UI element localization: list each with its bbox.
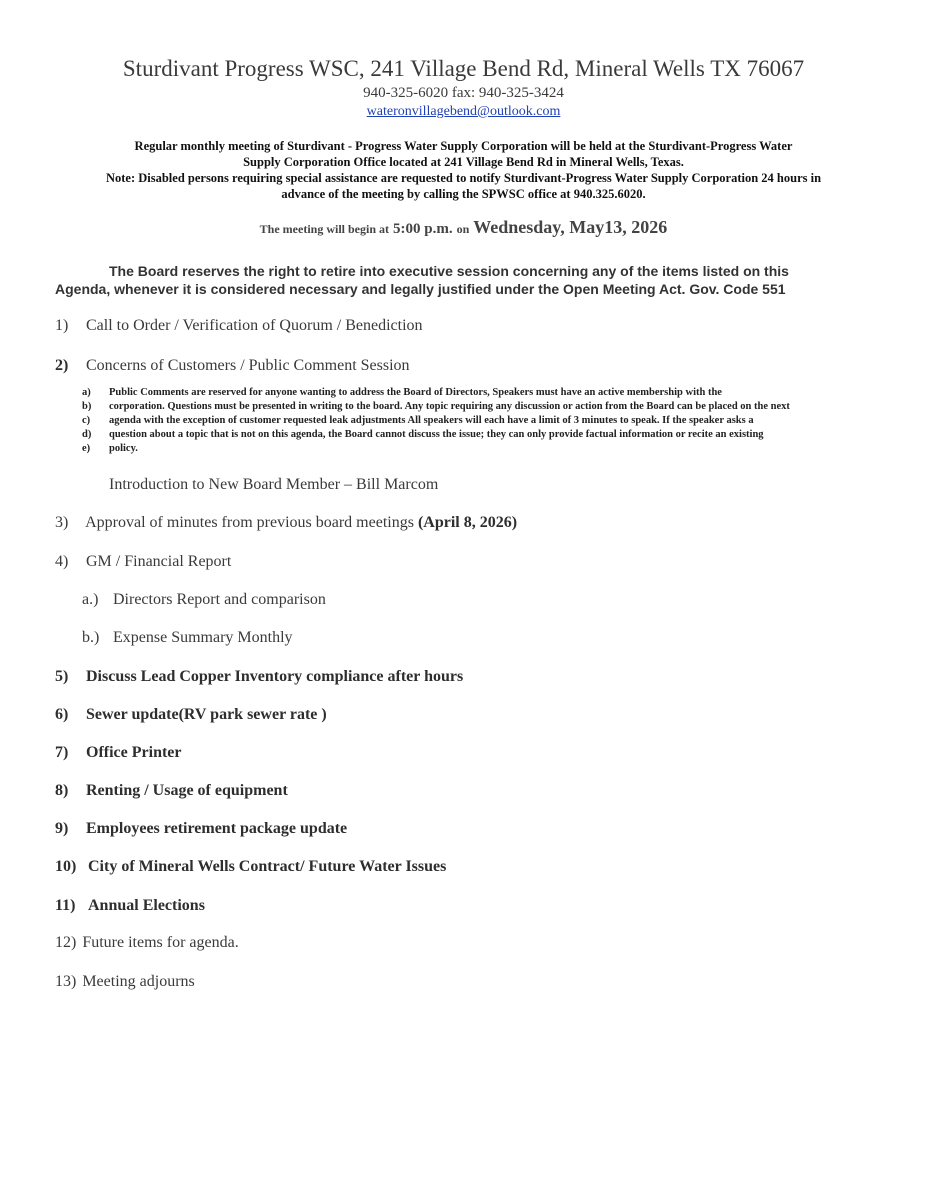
notice-line: Supply Corporation Office located at 241 Village Bend Rd in Mineral Wells, Texas. xyxy=(243,155,684,169)
agenda-item-6 xyxy=(55,705,327,725)
email-link[interactable]: wateronvillagebend@outlook.com xyxy=(366,104,561,119)
rule-letter: e) xyxy=(82,443,91,454)
item-number: 11) xyxy=(55,897,76,914)
agenda-item-10 xyxy=(55,857,446,877)
item-text: Office Printer xyxy=(86,744,182,761)
item-number: 3) xyxy=(55,514,69,531)
comment-rule xyxy=(82,400,862,414)
item-number: 13) xyxy=(55,973,77,990)
sub-item-letter: a.) xyxy=(82,591,99,608)
rule-text: corporation. Questions must be presented in writing to the board. Any topic requiring any discussion or action from the Board can be placed on the next xyxy=(109,401,790,412)
agenda-item-1 xyxy=(55,316,423,336)
rule-letter: b) xyxy=(82,401,92,412)
rule-letter: c) xyxy=(82,415,91,426)
rule-text: policy. xyxy=(109,443,138,454)
board-statement xyxy=(55,262,855,298)
rule-letter: d) xyxy=(82,429,92,440)
agenda-item-3 xyxy=(55,513,517,533)
item-text: Sewer update(RV park sewer rate ) xyxy=(86,706,327,723)
meeting-time: 5:00 p.m. xyxy=(393,221,453,237)
sub-item-text: Expense Summary Monthly xyxy=(113,629,293,646)
item-text: Employees retirement package update xyxy=(86,820,348,837)
agenda-item-2 xyxy=(55,356,410,376)
item-text: Annual Elections xyxy=(88,897,205,914)
item-number: 8) xyxy=(55,782,69,799)
item-number: 2) xyxy=(55,357,69,374)
comment-rule xyxy=(82,442,862,456)
rule-text: question about a topic that is not on this agenda, the Board cannot discuss the issue; they can only provide factual information or recite an existing xyxy=(109,429,764,440)
new-board-member-introduction: Introduction to New Board Member – Bill Marcom xyxy=(109,476,439,493)
agenda-item-7 xyxy=(55,743,182,763)
agenda-item-4a xyxy=(82,590,326,610)
board-statement-line: Agenda, whenever it is considered necessary and legally justified under the Open Meeting Act. Gov. Code 551 xyxy=(55,281,786,297)
item-text: Future items for agenda. xyxy=(82,934,239,951)
item-text: City of Mineral Wells Contract/ Future Water Issues xyxy=(88,858,447,875)
meeting-on: on xyxy=(456,222,470,236)
meeting-time-line xyxy=(0,214,927,242)
agenda-item-4 xyxy=(55,552,231,572)
rule-letter: a) xyxy=(82,387,91,398)
item-text: Renting / Usage of equipment xyxy=(86,782,288,799)
agenda-item-5 xyxy=(55,667,463,687)
sub-item-text: Directors Report and comparison xyxy=(113,591,326,608)
notice-line: advance of the meeting by calling the SPWSC office at 940.325.6020. xyxy=(281,187,646,201)
item-number: 10) xyxy=(55,858,77,875)
email-line xyxy=(0,103,927,121)
notice-line: Regular monthly meeting of Sturdivant - Progress Water Supply Corporation will be held at the Sturdivant-Progress Water xyxy=(134,139,793,153)
item-number: 1) xyxy=(55,317,69,334)
agenda-item-12 xyxy=(55,933,239,953)
meeting-prefix: The meeting will begin at xyxy=(259,222,389,236)
notice-line: Note: Disabled persons requiring special assistance are requested to notify Sturdivant-Progress Water Supply Corporation 24 hours in xyxy=(105,171,822,185)
comment-rule xyxy=(82,414,862,428)
board-statement-line: The Board reserves the right to retire into executive session concerning any of the items listed on this xyxy=(109,263,789,279)
meeting-date: Wednesday, May13, 2026 xyxy=(473,217,668,237)
item-number: 6) xyxy=(55,706,69,723)
rule-text: Public Comments are reserved for anyone wanting to address the Board of Directors, Speakers must have an active membership with the xyxy=(109,387,722,398)
item-text: Discuss Lead Copper Inventory compliance after hours xyxy=(86,668,464,685)
public-comment-rules xyxy=(82,386,862,456)
agenda-item-8 xyxy=(55,781,288,801)
item-number: 4) xyxy=(55,553,69,570)
item-number: 9) xyxy=(55,820,69,837)
sub-item-letter: b.) xyxy=(82,629,100,646)
comment-rule xyxy=(82,386,862,400)
item-number: 5) xyxy=(55,668,69,685)
item-number: 7) xyxy=(55,744,69,761)
item-text: Call to Order / Verification of Quorum / Benediction xyxy=(86,317,423,334)
item-text: GM / Financial Report xyxy=(86,553,232,570)
agenda-item-13 xyxy=(55,972,195,992)
agenda-item-9 xyxy=(55,819,347,839)
item-date: (April 8, 2026) xyxy=(417,514,518,531)
phone-fax-line: 940-325-6020 fax: 940-325-3424 xyxy=(363,85,564,101)
comment-rule xyxy=(82,428,862,442)
item-text: Concerns of Customers / Public Comment Session xyxy=(86,357,410,374)
meeting-notice xyxy=(60,138,867,202)
rule-text: agenda with the exception of customer requested leak adjustments All speakers will each have a limit of 3 minutes to speak. If the speaker asks a xyxy=(109,415,754,426)
organization-title: Sturdivant Progress WSC, 241 Village Bend Rd, Mineral Wells TX 76067 xyxy=(122,56,805,81)
item-text: Meeting adjourns xyxy=(82,973,195,990)
agenda-item-11 xyxy=(55,896,205,916)
agenda-item-4b xyxy=(82,628,293,648)
item-text: Approval of minutes from previous board meetings xyxy=(85,514,414,531)
item-number: 12) xyxy=(55,934,77,951)
